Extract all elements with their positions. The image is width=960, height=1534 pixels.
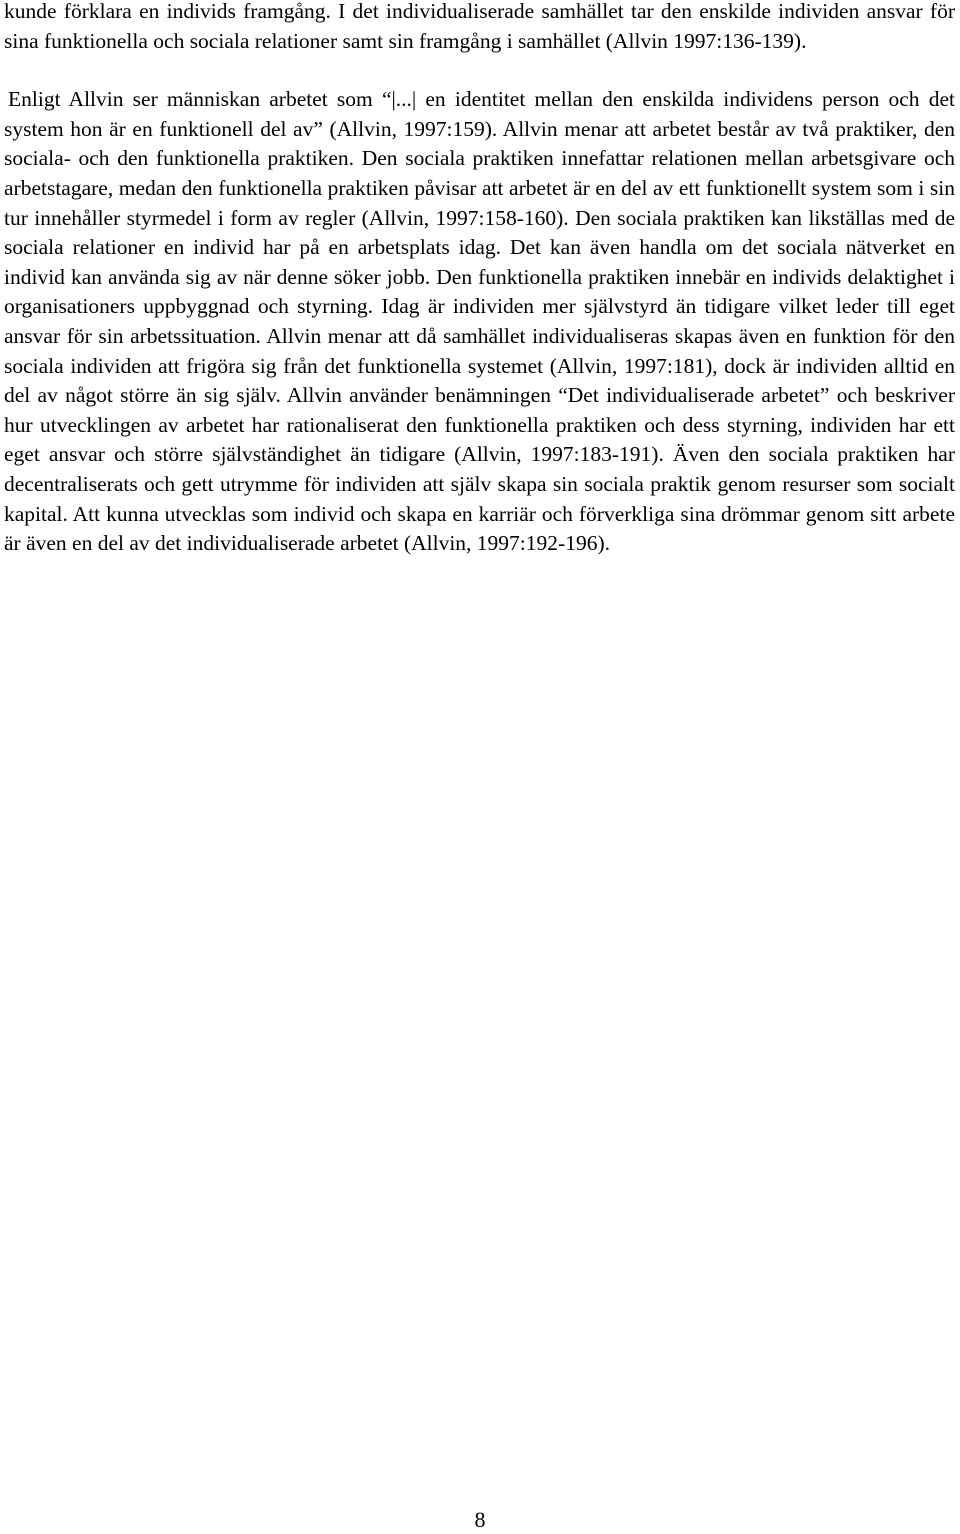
body-paragraph: kunde förklara en individs framgång. I det individualiserade samhället tar den enskilde individen ansvar för sina funktionella och sociala relationer samt sin framgång i samhället (Allvin 1997:136-139). <box>4 0 955 53</box>
document-page <box>4 0 955 559</box>
body-paragraph: Enligt Allvin ser människan arbetet som “|...| en identitet mellan den enskilda individens person och det system hon är en funktionell del av” (Allvin, 1997:159). Allvin menar att arbetet består av två praktiker, den sociala- och den funktionella praktiken. Den sociala praktiken innefattar relationen mellan arbetsgivare och arbetstagare, medan den funktionella praktiken påvisar att arbetet är en del av ett funktionellt system som i sin tur innehåller styrmedel i form av regler (Allvin, 1997:158-160). Den sociala praktiken kan likställas med de sociala relationer en individ har på en arbetsplats idag. Det kan även handla om det sociala nätverket en individ kan använda sig av när denne söker jobb. Den funktionella praktiken innebär en individs delaktighet i organisationers uppbyggnad och styrning. Idag är individen mer självstyrd än tidigare vilket leder till eget ansvar för sin arbetssituation. Allvin menar att då samhället individualiseras skapas även en funktion för den sociala individen att frigöra sig från det funktionella systemet (Allvin, 1997:181), dock är individen alltid en del av något större än sig själv. Allvin använder benämningen “Det individualiserade arbetet” och beskriver hur utvecklingen av arbetet har rationaliserat den funktionella praktiken och dess styrning, individen har ett eget ansvar och större självständighet än tidigare (Allvin, 1997:183-191). Även den sociala praktiken har decentraliserats och gett utrymme för individen att själv skapa sin sociala praktik genom resurser som socialt kapital. Att kunna utvecklas som individ och skapa en karriär och förverkliga sina drömmar genom sitt arbete är även en del av det individualiserade arbetet (Allvin, 1997:192-196). <box>4 87 955 556</box>
page-number: 8 <box>474 1507 486 1532</box>
